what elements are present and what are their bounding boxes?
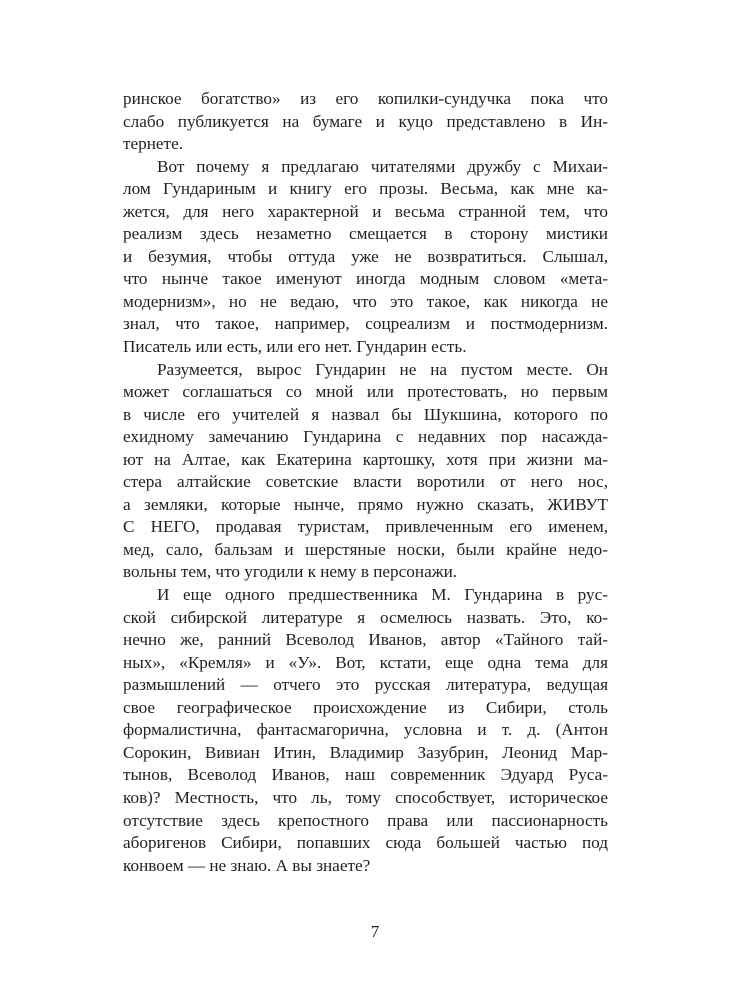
text-line: тынов, Всеволод Иванов, наш современник Эдуард Руса- [123,765,608,785]
text-line: в числе его учителей я назвал бы Шукшина, которого по [123,404,608,424]
text-line: и безумия, чтобы оттуда уже не возвратиться. Слышал, [123,246,608,266]
text-line: стера алтайские советские власти воротили от него нос, [123,472,608,492]
text-line: мед, сало, бальзам и шерстяные носки, были крайне недо- [123,539,608,559]
paragraph [123,156,608,359]
text-line: С НЕГО, продавая туристам, привлеченным его именем, [123,517,608,537]
page-number: 7 [370,922,380,941]
text-line: Разумеется, вырос Гундарин не на пустом месте. Он [157,359,608,379]
text-line: И еще одного предшественника М. Гундарина в рус- [157,585,608,605]
text-line: отсутствие здесь крепостного права или пассионарность [123,810,608,830]
text-line: ехидному замечанию Гундарина с недавних пор насажда- [123,427,608,447]
text-line: Писатель или есть, или его нет. Гундарин есть. [123,337,467,357]
text-line: размышлений — отчего это русская литература, ведущая [123,675,608,695]
text-line: знал, что такое, например, соцреализм и постмодернизм. [123,314,608,334]
text-line: лом Гундариным и книгу его прозы. Весьма, как мне ка- [123,179,608,199]
text-line: а земляки, которые нынче, прямо нужно сказать, ЖИВУТ [123,494,608,514]
text-line: может соглашаться со мной или протестовать, но первым [123,382,608,402]
text-line: ют на Алтае, как Екатерина картошку, хотя при жизни ма- [123,449,608,469]
text-line: слабо публикуется на бумаге и куцо представлено в Ин- [123,111,608,131]
text-line: конвоем — не знаю. А вы знаете? [123,855,371,875]
text-line: нечно же, ранний Всеволод Иванов, автор «Тайного тай- [123,630,608,650]
text-line: ской сибирской литературе я осмелюсь назвать. Это, ко- [123,607,608,627]
text-line: ных», «Кремля» и «У». Вот, кстати, еще одна тема для [123,652,608,672]
text-line: ринское богатство» из его копилки-сундучка пока что [123,89,608,108]
text-line: ков)? Местность, что ль, тому способствует, историческое [123,787,608,807]
text-line: тернете. [123,134,183,154]
paragraph [123,584,608,877]
text-line: вольны тем, что угодили к нему в персонажи. [123,562,458,582]
text-line: аборигенов Сибири, попавших сюда большей частью под [123,833,608,853]
text-line: модернизм», но не ведаю, что это такое, как никогда не [123,291,608,311]
paragraph [123,359,608,584]
text-line: реализм здесь незаметно смещается в сторону мистики [123,224,608,244]
paragraph [123,88,608,156]
text-line: Сорокин, Вивиан Итин, Владимир Зазубрин, Леонид Мар- [123,742,608,762]
page-body [123,88,608,877]
text-line: что нынче такое именуют иногда модным словом «мета- [123,269,608,289]
text-line: формалистична, фантасмагорична, условна и т. д. (Антон [123,720,608,740]
text-line: свое географическое происхождение из Сибири, столь [123,697,608,717]
text-line: жется, для него характерной и весьма странной тем, что [123,201,608,221]
text-line: Вот почему я предлагаю читателями дружбу с Михаи- [157,156,608,176]
